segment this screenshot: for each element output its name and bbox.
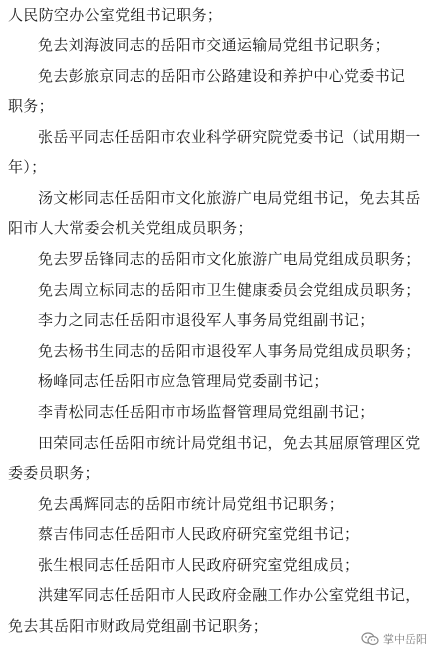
wechat-icon [361, 632, 379, 646]
text-line: 汤文彬同志任岳阳市文化旅游广电局党组书记，免去其岳 [38, 189, 421, 207]
text-line: 李力之同志任岳阳市退役军人事务局党组副书记； [38, 311, 375, 329]
text-line: 委委员职务； [8, 464, 100, 482]
text-line: 张岳平同志任岳阳市农业科学研究院党委书记（试用期一 [38, 128, 421, 146]
text-line: 人民防空办公室党组书记职务； [8, 6, 223, 24]
watermark-text: 掌中岳阳 [383, 633, 427, 646]
text-line: 免去其岳阳市财政局党组副书记职务； [8, 617, 269, 635]
text-line: 张生根同志任岳阳市人民政府研究室党组成员； [38, 556, 360, 574]
text-line: 田荣同志任岳阳市统计局党组书记，免去其屈原管理区党 [38, 434, 421, 452]
text-line: 洪建军同志任岳阳市人民政府金融工作办公室党组书记， [38, 586, 421, 604]
text-line: 免去周立标同志的岳阳市卫生健康委员会党组成员职务； [38, 281, 421, 299]
text-line: 年）； [8, 158, 47, 176]
text-line: 杨峰同志任岳阳市应急管理局党委副书记； [38, 372, 329, 390]
text-line: 免去禹辉同志的岳阳市统计局党组书记职务； [38, 495, 345, 513]
text-line: 蔡吉伟同志任岳阳市人民政府研究室党组书记； [38, 525, 360, 543]
text-line: 李青松同志任岳阳市市场监督管理局党组副书记； [38, 403, 375, 421]
text-line: 免去罗岳锋同志的岳阳市文化旅游广电局党组成员职务； [38, 250, 421, 268]
text-line: 免去彭旅京同志的岳阳市公路建设和养护中心党委书记 [38, 67, 406, 85]
text-line: 免去刘海波同志的岳阳市交通运输局党组书记职务； [38, 36, 390, 54]
text-line: 免去杨书生同志的岳阳市退役军人事务局党组成员职务； [38, 342, 421, 360]
text-line: 阳市人大常委会机关党组成员职务； [8, 219, 253, 237]
watermark [358, 630, 430, 648]
text-line: 职务； [8, 97, 54, 115]
